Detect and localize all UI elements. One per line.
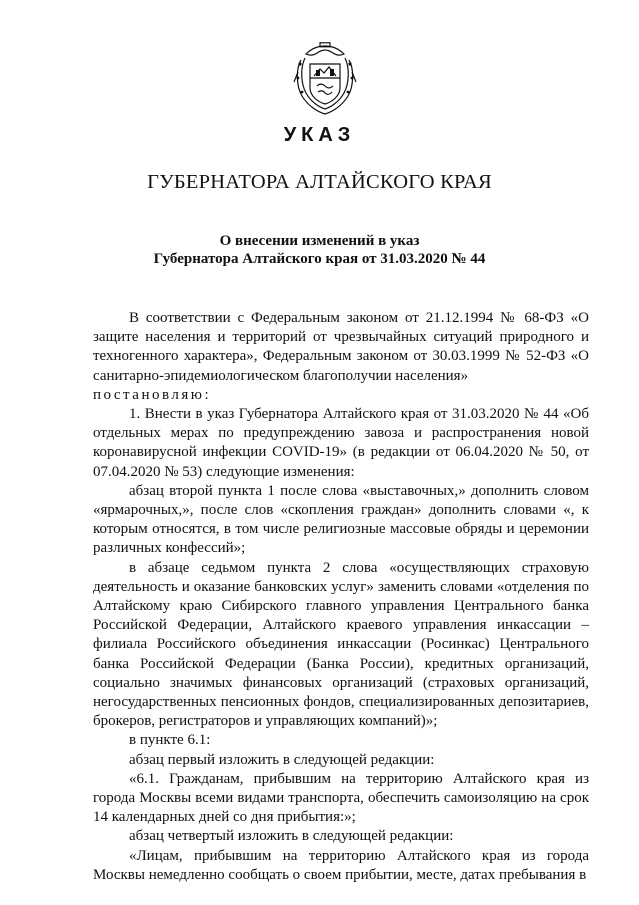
body-paragraph: в абзаце седьмом пункта 2 слова «осуществляющих страховую деятельность и оказание банковских услуг» заменить словами «отделения по Алтайскому краю Сибирского главного управления Центрального банка Российской Федерации, Алтайского краевого управления инкассации – филиала Российского объединения инкассации (Росинкас) Центрального банка Российской Федерации (Банка России), кредитных организаций, социально значимых финансовых организаций (страховых организаций, негосударственных пенсионных фондов, специализированных депозитариев, брокеров, регистраторов и управляющих компаний)»; xyxy=(93,559,589,730)
issuer-title: ГУБЕРНАТОРА АЛТАЙСКОГО КРАЯ xyxy=(147,171,492,193)
body-paragraph: абзац первый изложить в следующей редакции: xyxy=(129,751,435,768)
body-paragraph: абзац четвертый изложить в следующей редакции: xyxy=(129,828,454,845)
resolve-text: постановляю: xyxy=(93,386,212,403)
subject-line-2: Губернатора Алтайского края от 31.03.2020 № 44 xyxy=(153,251,486,267)
subject-line-1: О внесении изменений в указ xyxy=(219,233,420,249)
document-subject xyxy=(0,232,639,268)
body-paragraph: абзац второй пункта 1 после слова «выставочных,» дополнить словом «ярмарочных,», после слов «скопления граждан» дополнить словами «, к которым относятся, в том числе религиозные массовые обряды и церемонии различных конфессий»; xyxy=(93,482,589,557)
coat-of-arms-icon xyxy=(292,42,358,118)
body-paragraph: «6.1. Гражданам, прибывшим на территорию Алтайского края из города Москвы всеми видами транспорта, обеспечить самоизоляцию на срок 14 календарных дней со дня прибытия:»; xyxy=(93,770,589,826)
document-type-title: УКАЗ xyxy=(283,124,356,146)
body-paragraph: в пункте 6.1: xyxy=(129,732,211,749)
body-paragraph: 1. Внести в указ Губернатора Алтайского края от 31.03.2020 № 44 «Об отдельных мерах по предупреждению завоза и распространения новой коронавирусной инфекции COVID-19» (в редакции от 06.04.2020 № 50, от 07.04.2020 № 53) следующие изменения: xyxy=(93,406,589,480)
document-body xyxy=(93,309,589,885)
resolve-word xyxy=(93,386,589,405)
body-paragraph: «Лицам, прибывшим на территорию Алтайского края из города Москвы немедленно сообщать о своем прибытии, месте, датах пребывания в xyxy=(93,847,589,883)
preamble-paragraph: В соответствии с Федеральным законом от 21.12.1994 № 68-ФЗ «О защите населения и территорий от чрезвычайных ситуаций природного и техногенного характера», Федеральным законом от 30.03.1999 № 52-ФЗ «О санитарно-эпидемиологическом благополучии населения» xyxy=(93,310,589,384)
